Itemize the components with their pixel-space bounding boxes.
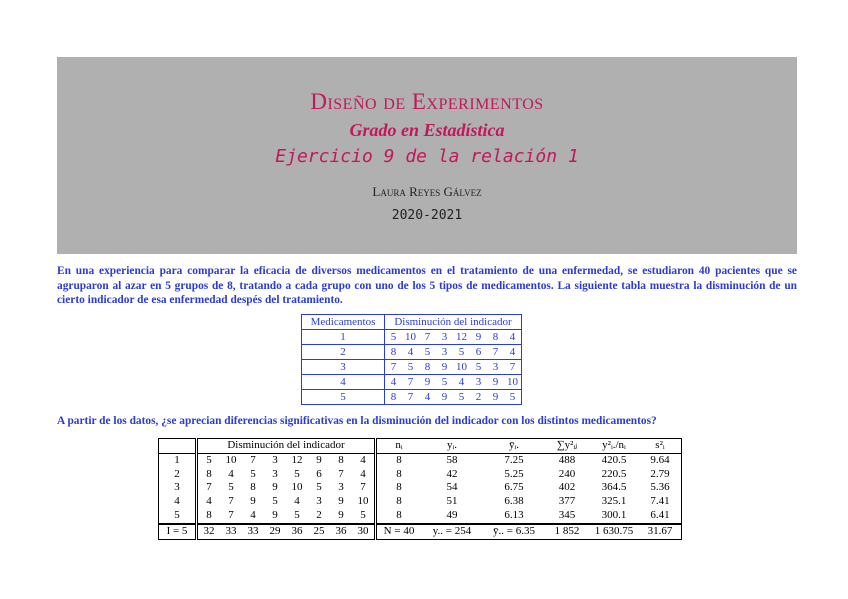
stat-cell: 1 630.75 <box>589 524 639 539</box>
value-cell: 5 <box>352 509 376 524</box>
stat-cell: 220.5 <box>601 467 627 480</box>
col-medicamentos: Medicamentos <box>302 315 385 330</box>
summary-row <box>159 509 682 524</box>
value-cell: 7 <box>206 481 212 494</box>
value-cell: 9 <box>316 453 322 466</box>
value-cell: 36 <box>286 524 308 539</box>
value-cell: 5 <box>385 330 403 345</box>
med-cell: 1 <box>302 330 385 345</box>
title-block <box>57 57 797 254</box>
stat-cell: 6.41 <box>639 509 682 524</box>
value-cell: 9 <box>487 375 504 390</box>
group-label: 5 <box>159 509 197 524</box>
stat-cell: 7.41 <box>639 495 682 509</box>
value-cell: 3 <box>338 481 344 494</box>
summary-total-row <box>159 524 682 539</box>
value-cell: 4 <box>504 345 522 360</box>
value-cell: 9 <box>487 390 504 405</box>
value-cell: 5 <box>228 481 234 494</box>
value-cell: 10 <box>225 453 237 466</box>
stat-cell: 1 852 <box>545 524 589 539</box>
summary-row <box>159 495 682 509</box>
value-cell: 7 <box>402 375 419 390</box>
value-cell: 12 <box>291 453 303 466</box>
med-cell: 3 <box>302 360 385 375</box>
stat-cell: 5.36 <box>639 481 682 495</box>
group-label: 4 <box>159 495 197 509</box>
value-cell: 5 <box>402 360 419 375</box>
stat-cell: 488 <box>558 453 576 466</box>
value-cell: 8 <box>385 390 403 405</box>
stat-cell: 6.13 <box>483 509 545 524</box>
document-subtitle: Grado en Estadística <box>349 120 505 140</box>
data-table <box>301 314 522 405</box>
value-cell: 5 <box>316 481 322 494</box>
value-cell: 6 <box>470 345 487 360</box>
value-cell: 9 <box>264 509 286 524</box>
stat-cell: y.. = 254 <box>421 524 483 539</box>
value-cell: 3 <box>436 345 453 360</box>
value-cell: 5 <box>453 390 470 405</box>
med-cell: 4 <box>302 375 385 390</box>
value-cell: 8 <box>385 345 403 360</box>
value-cell: 9 <box>272 481 278 494</box>
value-cell: 9 <box>338 495 344 508</box>
summary-row <box>159 468 682 482</box>
stat-cell: 49 <box>421 509 483 524</box>
value-cell: 5 <box>419 345 436 360</box>
author-name: Laura Reyes Gálvez <box>372 184 482 199</box>
document-title: Diseño de Experimentos <box>310 89 544 114</box>
value-cell: 36 <box>330 524 352 539</box>
value-cell: 4 <box>504 330 522 345</box>
col-disminucion: Disminución del indicador <box>385 315 522 330</box>
value-cell: 5 <box>286 509 308 524</box>
value-cell: 9 <box>436 390 453 405</box>
stat-cell: 2.79 <box>639 468 682 482</box>
data-table-row <box>302 345 522 360</box>
summary-row <box>159 453 682 467</box>
stat-cell: 364.5 <box>601 481 627 494</box>
data-table-row <box>302 360 522 375</box>
stat-cell: 42 <box>446 467 458 480</box>
value-cell: 4 <box>228 467 234 480</box>
value-cell: 5 <box>436 375 453 390</box>
value-cell: 30 <box>352 524 376 539</box>
data-table-header <box>302 315 522 330</box>
value-cell: 4 <box>294 495 300 508</box>
value-cell: 3 <box>487 360 504 375</box>
value-cell: 4 <box>206 495 212 508</box>
stat-cell: N = 40 <box>376 524 422 539</box>
stat-cell: 8 <box>396 453 402 466</box>
value-cell: 3 <box>272 467 278 480</box>
value-cell: 10 <box>352 495 376 509</box>
stat-cell: 5.25 <box>504 467 524 480</box>
value-cell: 7 <box>402 390 419 405</box>
stat-cell: 6.75 <box>504 481 524 494</box>
value-cell: 8 <box>197 509 221 524</box>
value-cell: 4 <box>352 453 376 467</box>
group-label: 3 <box>159 481 197 495</box>
stat-cell: 377 <box>558 495 576 508</box>
value-cell: 7 <box>352 481 376 495</box>
stat-cell: 300.1 <box>589 509 639 524</box>
value-cell: 7 <box>504 360 522 375</box>
stat-cell: 345 <box>545 509 589 524</box>
value-cell: 10 <box>453 360 470 375</box>
value-cell: 7 <box>487 345 504 360</box>
value-cell: 3 <box>470 375 487 390</box>
stat-cell: 240 <box>558 467 576 480</box>
stat-cell: 7.25 <box>504 453 524 466</box>
value-cell: 4 <box>453 375 470 390</box>
problem-statement: En una experiencia para comparar la eficacia de diversos medicamentos en el tratamiento de una enfermedad, se estudiaron 40 pacientes que se agruparon al azar en 5 grupos de 8, tratando a cada grupo con uno de los 5 tipos de medicamentos. La siguiente tabla muestra la disminución de un cierto indicador de esa enfermedad despés del tratamiento. <box>57 265 797 306</box>
group-label: 2 <box>159 468 197 482</box>
question-text: A partir de los datos, ¿se aprecian diferencias significativas en la disminución del indicador con los distintos medicamentos? <box>57 415 657 427</box>
value-cell: 7 <box>419 330 436 345</box>
stat-cell: 54 <box>446 481 458 494</box>
value-cell: 7 <box>338 467 344 480</box>
value-cell: 4 <box>242 509 264 524</box>
value-cell: 5 <box>206 453 212 466</box>
value-cell: 3 <box>316 495 322 508</box>
summary-col-sumsq: ∑y²ᵢⱼ <box>545 439 589 454</box>
value-cell: 32 <box>197 524 221 539</box>
value-cell: 33 <box>220 524 242 539</box>
value-cell: 7 <box>220 509 242 524</box>
value-cell: 10 <box>504 375 522 390</box>
value-cell: 4 <box>352 468 376 482</box>
value-cell: 9 <box>250 495 256 508</box>
stat-cell: 8 <box>396 481 402 494</box>
stat-cell: 420.5 <box>601 453 627 466</box>
summary-col-ni: nᵢ <box>376 439 422 454</box>
value-cell: 9 <box>436 360 453 375</box>
value-cell: 29 <box>264 524 286 539</box>
stat-cell: 6.38 <box>504 495 524 508</box>
stat-cell: 8 <box>396 495 402 508</box>
summary-col-yi: yᵢ. <box>421 439 483 454</box>
value-cell: 9 <box>470 330 487 345</box>
stat-cell: 51 <box>446 495 458 508</box>
value-cell: 25 <box>308 524 330 539</box>
value-cell: 3 <box>436 330 453 345</box>
exercise-label: Ejercicio 9 de la relación 1 <box>275 146 579 167</box>
summary-col-mean: ȳᵢ. <box>483 439 545 454</box>
value-cell: 8 <box>250 481 256 494</box>
value-cell: 33 <box>242 524 264 539</box>
value-cell: 8 <box>338 453 344 466</box>
value-cell: 9 <box>330 509 352 524</box>
academic-year: 2020-2021 <box>391 208 463 223</box>
data-table-row <box>302 330 522 345</box>
stat-cell: 402 <box>558 481 576 494</box>
summary-col-yi2ni: y²ᵢ./nᵢ <box>589 439 639 454</box>
summary-table <box>158 438 682 540</box>
value-cell: 5 <box>294 467 300 480</box>
stat-cell: 58 <box>446 453 458 466</box>
value-cell: 8 <box>206 467 212 480</box>
med-cell: 5 <box>302 390 385 405</box>
value-cell: 4 <box>402 345 419 360</box>
value-cell: 2 <box>470 390 487 405</box>
value-cell: 5 <box>250 467 256 480</box>
value-cell: 5 <box>272 495 278 508</box>
value-cell: 2 <box>308 509 330 524</box>
summary-col-var: s²ᵢ <box>639 439 682 454</box>
value-cell: 9 <box>419 375 436 390</box>
value-cell: 4 <box>385 375 403 390</box>
stat-cell: ȳ.. = 6.35 <box>483 524 545 539</box>
stat-cell: 9.64 <box>639 453 682 467</box>
value-cell: 5 <box>453 345 470 360</box>
data-table-row <box>302 375 522 390</box>
value-cell: 5 <box>470 360 487 375</box>
med-cell: 2 <box>302 345 385 360</box>
stat-cell: 8 <box>376 509 422 524</box>
group-label: I = 5 <box>159 524 197 539</box>
value-cell: 10 <box>291 481 303 494</box>
value-cell: 12 <box>453 330 470 345</box>
value-cell: 5 <box>504 390 522 405</box>
value-cell: 4 <box>419 390 436 405</box>
stat-cell: 325.1 <box>601 495 627 508</box>
stat-cell: 8 <box>396 467 402 480</box>
value-cell: 7 <box>228 495 234 508</box>
stat-cell: 31.67 <box>639 524 682 539</box>
group-label: 1 <box>159 453 197 467</box>
value-cell: 7 <box>385 360 403 375</box>
value-cell: 6 <box>316 467 322 480</box>
value-cell: 7 <box>250 453 256 466</box>
value-cell: 8 <box>487 330 504 345</box>
value-cell: 8 <box>419 360 436 375</box>
summary-header <box>159 439 682 454</box>
data-table-row <box>302 390 522 405</box>
summary-row <box>159 481 682 495</box>
value-cell: 10 <box>402 330 419 345</box>
value-cell: 3 <box>272 453 278 466</box>
summary-col-disminucion: Disminución del indicador <box>197 439 376 454</box>
